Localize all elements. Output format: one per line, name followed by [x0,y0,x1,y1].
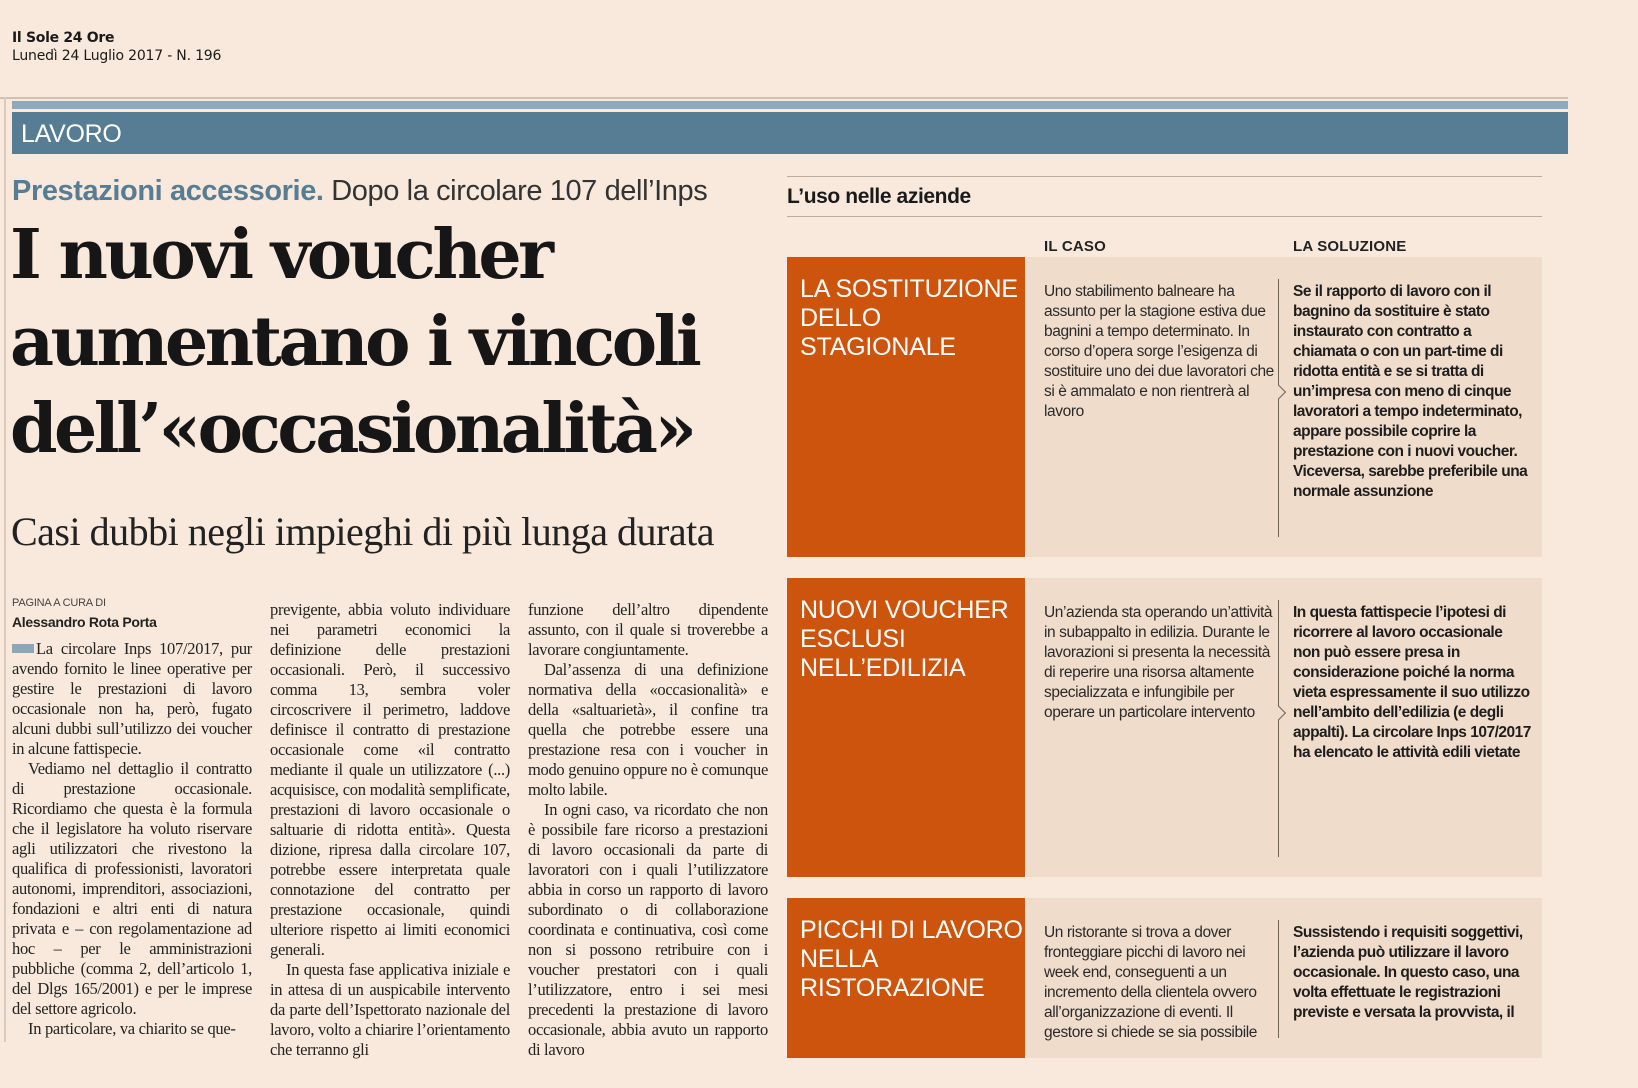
infobox-row [787,257,1542,557]
section-title: LAVORO [21,120,122,148]
infobox-title: L’uso nelle aziende [787,185,971,208]
article-column-1 [12,639,252,1039]
row-separator [1278,279,1279,537]
kicker-text: Dopo la circolare 107 dell’Inps [331,175,708,207]
paragraph: previgente, abbia voluto individuare nei parametri economici la definizione delle prestazioni occasionali. Però, il successivo comma 13, sembra voler circoscrivere il perimetro, laddove definisce il contratto di prestazione occasionale come «il contratto mediante il quale un utilizzatore (...) acquisisce, con modalità semplificate, prestazioni di lavoro occasionale o saltuarie di ridotta entità». Questa dizione, ripresa dalla circolare 107, potrebbe essere interpretata quale connotazione del contratto per prestazione occasionale, quindi ulteriore rispetto ai limiti economici generali. [270,600,510,959]
infobox-col-soluzione: LA SOLUZIONE [1293,238,1407,255]
infobox-row [787,898,1542,1058]
paragraph: Vediamo nel dettaglio il contratto di prestazione occasionale. Ricordiamo che questa è la formula che il legislatore ha voluto riservare agli utilizzatori che rivestono la qualifica di professionisti, lavoratori autonomi, imprenditori, associazioni, fondazioni e altri enti di natura privata e – con regolamentazione ad hoc – per le amministrazioni pubbliche (comma 2, dell’articolo 1, del Dlgs 165/2001) e per le imprese del settore agricolo. [12,759,252,1018]
paragraph: funzione dell’altro dipendente assunto, con il quale si troverebbe a lavorare congiuntamente. [528,600,768,659]
infobox-title-rule [787,216,1542,217]
infobox-col-caso: IL CASO [1044,238,1106,255]
issue-date: Lunedì 24 Luglio 2017 - N. 196 [12,48,222,64]
row-caso: Un’azienda sta operando un’attività in subappalto in edilizia. Durante le lavorazioni si presenta la necessità di reperire una risorsa altamente specializzata e infungibile per operare un particolare intervento [1044,604,1273,721]
row-separator [1278,600,1279,857]
row-label-box [787,257,1025,557]
paragraph [12,639,252,759]
row-label: NUOVI VOUCHER ESCLUSI NELL’EDILIZIA [800,596,1009,682]
row-soluzione: In questa fattispecie l’ipotesi di ricorrere al lavoro occasionale non può essere presa in considerazione poiché la norma vieta espressamente il suo utilizzo nell’ambito dell’edilizia (e degli appalti). La circolare Inps 107/2017 ha elencato le attività edili vietate [1293,604,1531,761]
row-caso: Uno stabilimento balneare ha assunto per la stagione estiva due bagnini a tempo determinato. In corso d’opera sorge l’esigenza di sostituire uno dei due lavoratori che si è ammalato e non rientrerà al lavoro [1044,283,1274,420]
left-margin-rule [4,97,6,1042]
row-label-box [787,898,1025,1058]
row-soluzione: Se il rapporto di lavoro con il bagnino da sostituire è stato instaurato con contratto a chiamata o con un part-time di ridotta entità e se si tratta di un’impresa con meno di cinque lavoratori a tempo indeterminato, appare possibile coprire la prestazione con i nuovi voucher. Viceversa, sarebbe preferibile una normale assunzione [1293,283,1528,500]
paragraph: Dal’assenza di una definizione normativa della «occasionalità» e della «saltuarietà», il confine tra quella che potrebbe essere una prestazione resa con i voucher in modo genuino oppure no è comunque molto labile. [528,660,768,799]
headline-line: dell’«occasionalità» [10,389,694,469]
infobox-row [787,578,1542,877]
row-soluzione: Sussistendo i requisiti soggettivi, l’azienda può utilizzare il lavoro occasionale. In questo caso, una volta effettuate le registrazioni previste e versata la provvista, il [1293,924,1523,1021]
paragraph: In questa fase applicativa iniziale e in attesa di un auspicabile intervento da parte dell’Ispettorato nazionale del lavoro, volto a chiarire l’orientamento che terranno gli [270,960,510,1059]
paragraph-text: La circolare Inps 107/2017, pur avendo fornito le linee operative per gestire le prestazioni di lavoro occasionale non ha, però, fugato alcuni dubbi sull’utilizzo dei voucher in alcune fattispecie. [12,639,252,758]
byline-author: Alessandro Rota Porta [12,614,157,630]
newspaper-name: Il Sole 24 Ore [12,30,115,46]
subheadline: Casi dubbi negli impieghi di più lunga durata [11,509,714,554]
infobox-top-rule [787,176,1542,177]
row-label: LA SOSTITUZIONE DELLO STAGIONALE [800,275,1018,361]
article-column-2 [270,600,510,1060]
article-kicker [12,175,707,208]
paragraph: In particolare, va chiarito se que- [28,1019,236,1038]
section-band-accent [12,101,1568,109]
headline-line: aumentano i vincoli [10,302,699,382]
row-label-box [787,578,1025,877]
article-column-3 [528,600,768,1060]
top-rule [0,97,1568,99]
byline-label: PAGINA A CURA DI [12,597,106,609]
row-caso: Un ristorante si trova a dover fronteggiare picchi di lavoro nei week end, conseguenti a un incremento della clientela ovvero all’organizzazione di eventi. Il gestore si chiede se sia possibile [1044,924,1257,1041]
headline-line: I nuovi voucher [10,215,551,295]
paragraph: In ogni caso, va ricordato che non è possibile fare ricorso a prestazioni di lavoro occasionali da parte di lavoratori con i quali l’utilizzatore abbia in corso un rapporto di lavoro subordinato o di collaborazione coordinata e continuativa, così come non si possono retribuire con i voucher prestatori con i quali l’utilizzatore, entro i sei mesi precedenti la prestazione di lavoro occasionale, abbia avuto un rapporto di lavoro [528,800,768,1059]
section-bar [12,112,1568,154]
lead-marker [12,644,34,653]
headline [10,212,780,473]
row-label: PICCHI DI LAVORO NELLA RISTORAZIONE [800,916,1023,1002]
row-separator [1278,920,1279,1038]
masthead [12,30,221,64]
kicker-topic: Prestazioni accessorie. [12,175,324,207]
